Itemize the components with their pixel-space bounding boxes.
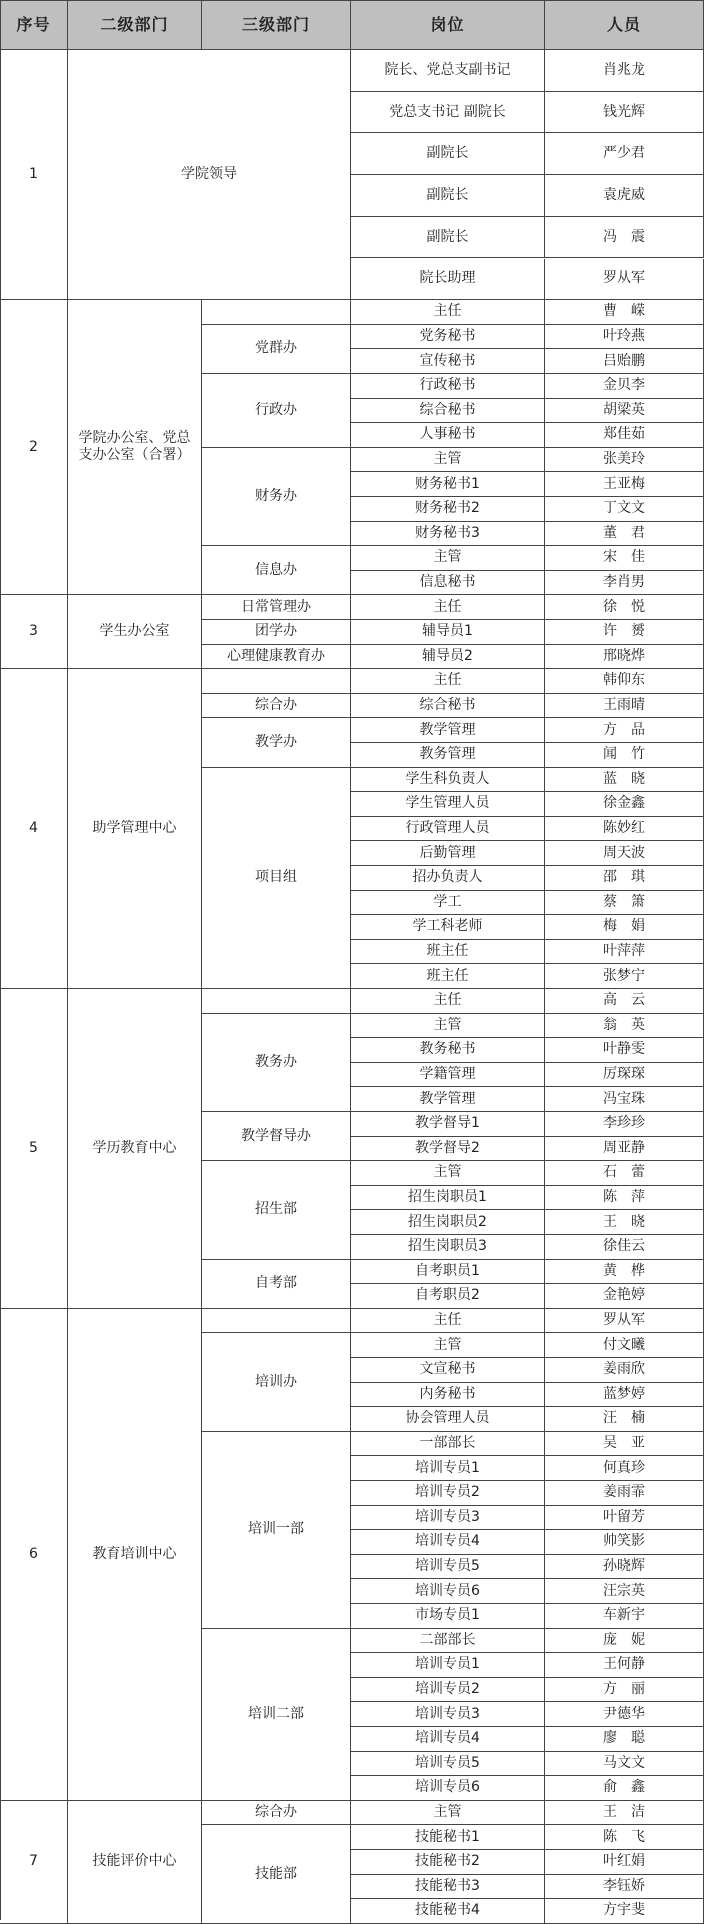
person-cell: 黄 桦 bbox=[545, 1260, 704, 1285]
header-cell: 序号 bbox=[0, 0, 68, 50]
post-cell: 教学管理 bbox=[351, 1087, 545, 1112]
post-cell: 综合秘书 bbox=[351, 694, 545, 719]
person-cell: 姜雨欣 bbox=[545, 1358, 704, 1383]
post-cell: 二部部长 bbox=[351, 1629, 545, 1654]
post-cell: 培训专员4 bbox=[351, 1530, 545, 1555]
person-cell: 何真珍 bbox=[545, 1456, 704, 1481]
post-cell: 副院长 bbox=[351, 133, 545, 175]
post-cell: 主管 bbox=[351, 546, 545, 571]
person-cell: 庞 妮 bbox=[545, 1629, 704, 1654]
dept3-cell: 培训一部 bbox=[202, 1432, 351, 1629]
person-cell: 王何静 bbox=[545, 1653, 704, 1678]
person-cell: 袁虎威 bbox=[545, 175, 704, 217]
post-cell: 文宣秘书 bbox=[351, 1358, 545, 1383]
person-cell: 翁 英 bbox=[545, 1014, 704, 1039]
person-cell: 冯宝珠 bbox=[545, 1087, 704, 1112]
person-cell: 俞 鑫 bbox=[545, 1776, 704, 1801]
person-cell: 叶红娟 bbox=[545, 1850, 704, 1875]
dept2-cell: 助学管理中心 bbox=[68, 669, 202, 989]
header-cell: 岗位 bbox=[351, 0, 545, 50]
post-cell: 主管 bbox=[351, 1161, 545, 1186]
post-cell: 党务秘书 bbox=[351, 325, 545, 350]
dept3-cell: 自考部 bbox=[202, 1260, 351, 1309]
post-cell: 主任 bbox=[351, 669, 545, 694]
person-cell: 王 晓 bbox=[545, 1210, 704, 1235]
post-cell: 院长助理 bbox=[351, 259, 545, 301]
post-cell: 技能秘书3 bbox=[351, 1875, 545, 1900]
person-cell: 李肖男 bbox=[545, 571, 704, 596]
post-cell: 培训专员6 bbox=[351, 1579, 545, 1604]
post-cell: 学籍管理 bbox=[351, 1063, 545, 1088]
post-cell: 主管 bbox=[351, 1014, 545, 1039]
post-cell: 主任 bbox=[351, 1309, 545, 1334]
dept3-cell: 党群办 bbox=[202, 325, 351, 374]
post-cell: 招办负责人 bbox=[351, 866, 545, 891]
person-cell: 孙晓辉 bbox=[545, 1555, 704, 1580]
person-cell: 徐 悦 bbox=[545, 595, 704, 620]
post-cell: 招生岗职员1 bbox=[351, 1186, 545, 1211]
post-cell: 辅导员2 bbox=[351, 645, 545, 670]
post-cell: 协会管理人员 bbox=[351, 1407, 545, 1432]
person-cell: 车新宇 bbox=[545, 1604, 704, 1629]
post-cell: 自考职员2 bbox=[351, 1284, 545, 1309]
person-cell: 金艳婷 bbox=[545, 1284, 704, 1309]
person-cell: 石 蕾 bbox=[545, 1161, 704, 1186]
dept3-cell: 招生部 bbox=[202, 1161, 351, 1259]
post-cell: 主任 bbox=[351, 300, 545, 325]
post-cell: 培训专员5 bbox=[351, 1555, 545, 1580]
dept2-cell: 学生办公室 bbox=[68, 595, 202, 669]
dept2-cell: 学院领导 bbox=[68, 50, 351, 300]
dept3-cell: 教学办 bbox=[202, 718, 351, 767]
person-cell: 邢晓烨 bbox=[545, 645, 704, 670]
person-cell: 徐金鑫 bbox=[545, 792, 704, 817]
dept3-cell: 教学督导办 bbox=[202, 1112, 351, 1161]
group-number: 2 bbox=[0, 300, 68, 595]
dept3-cell: 日常管理办 bbox=[202, 595, 351, 620]
post-cell: 教学管理 bbox=[351, 718, 545, 743]
post-cell: 培训专员5 bbox=[351, 1752, 545, 1777]
dept2-cell: 学院办公室、党总支办公室（合署） bbox=[68, 300, 202, 595]
person-cell: 梅 娟 bbox=[545, 915, 704, 940]
person-cell: 叶留芳 bbox=[545, 1506, 704, 1531]
person-cell: 方宇斐 bbox=[545, 1899, 704, 1924]
dept3-cell: 财务办 bbox=[202, 448, 351, 546]
person-cell: 吴 亚 bbox=[545, 1432, 704, 1457]
post-cell: 宣传秘书 bbox=[351, 349, 545, 374]
post-cell: 主管 bbox=[351, 1333, 545, 1358]
post-cell: 技能秘书2 bbox=[351, 1850, 545, 1875]
person-cell: 曹 嵘 bbox=[545, 300, 704, 325]
person-cell: 张梦宁 bbox=[545, 964, 704, 989]
person-cell: 罗从军 bbox=[545, 259, 704, 301]
post-cell: 学工科老师 bbox=[351, 915, 545, 940]
person-cell: 郑佳茹 bbox=[545, 423, 704, 448]
person-cell: 帅笑影 bbox=[545, 1530, 704, 1555]
dept3-cell: 综合办 bbox=[202, 694, 351, 719]
post-cell: 一部部长 bbox=[351, 1432, 545, 1457]
dept3-cell: 培训二部 bbox=[202, 1629, 351, 1801]
post-cell: 信息秘书 bbox=[351, 571, 545, 596]
person-cell: 吕贻鹏 bbox=[545, 349, 704, 374]
dept3-cell bbox=[202, 300, 351, 325]
post-cell: 学工 bbox=[351, 891, 545, 916]
person-cell: 叶玲燕 bbox=[545, 325, 704, 350]
group-number: 3 bbox=[0, 595, 68, 669]
person-cell: 蔡 箫 bbox=[545, 891, 704, 916]
person-cell: 韩仰东 bbox=[545, 669, 704, 694]
person-cell: 胡梁英 bbox=[545, 399, 704, 424]
post-cell: 教学督导1 bbox=[351, 1112, 545, 1137]
dept3-cell: 团学办 bbox=[202, 620, 351, 645]
post-cell: 主管 bbox=[351, 448, 545, 473]
post-cell: 综合秘书 bbox=[351, 399, 545, 424]
person-cell: 闻 竹 bbox=[545, 743, 704, 768]
person-cell: 陈 飞 bbox=[545, 1825, 704, 1850]
person-cell: 汪 楠 bbox=[545, 1407, 704, 1432]
post-cell: 培训专员4 bbox=[351, 1727, 545, 1752]
person-cell: 周天波 bbox=[545, 841, 704, 866]
post-cell: 培训专员2 bbox=[351, 1678, 545, 1703]
header-cell: 三级部门 bbox=[202, 0, 351, 50]
person-cell: 张美玲 bbox=[545, 448, 704, 473]
dept2-cell: 学历教育中心 bbox=[68, 989, 202, 1309]
person-cell: 钱光辉 bbox=[545, 92, 704, 134]
group-number: 1 bbox=[0, 50, 68, 300]
person-cell: 王雨晴 bbox=[545, 694, 704, 719]
post-cell: 培训专员2 bbox=[351, 1481, 545, 1506]
group-number: 6 bbox=[0, 1309, 68, 1801]
dept2-cell: 教育培训中心 bbox=[68, 1309, 202, 1801]
post-cell: 主管 bbox=[351, 1801, 545, 1826]
post-cell: 教务秘书 bbox=[351, 1038, 545, 1063]
post-cell: 班主任 bbox=[351, 964, 545, 989]
post-cell: 行政管理人员 bbox=[351, 817, 545, 842]
person-cell: 徐佳云 bbox=[545, 1235, 704, 1260]
dept3-cell: 培训办 bbox=[202, 1333, 351, 1431]
post-cell: 技能秘书4 bbox=[351, 1899, 545, 1924]
person-cell: 蓝梦婷 bbox=[545, 1383, 704, 1408]
person-cell: 陈妙红 bbox=[545, 817, 704, 842]
post-cell: 人事秘书 bbox=[351, 423, 545, 448]
person-cell: 李钰娇 bbox=[545, 1875, 704, 1900]
person-cell: 董 君 bbox=[545, 522, 704, 547]
person-cell: 许 赟 bbox=[545, 620, 704, 645]
group-number: 4 bbox=[0, 669, 68, 989]
dept3-cell: 教务办 bbox=[202, 1014, 351, 1112]
post-cell: 副院长 bbox=[351, 217, 545, 259]
person-cell: 邵 琪 bbox=[545, 866, 704, 891]
dept3-cell bbox=[202, 669, 351, 694]
post-cell: 辅导员1 bbox=[351, 620, 545, 645]
post-cell: 技能秘书1 bbox=[351, 1825, 545, 1850]
post-cell: 招生岗职员3 bbox=[351, 1235, 545, 1260]
post-cell: 财务秘书2 bbox=[351, 497, 545, 522]
post-cell: 学生管理人员 bbox=[351, 792, 545, 817]
dept3-cell: 心理健康教育办 bbox=[202, 645, 351, 670]
person-cell: 李珍珍 bbox=[545, 1112, 704, 1137]
dept3-cell: 综合办 bbox=[202, 1801, 351, 1826]
person-cell: 周亚静 bbox=[545, 1137, 704, 1162]
dept3-cell: 信息办 bbox=[202, 546, 351, 595]
post-cell: 培训专员3 bbox=[351, 1702, 545, 1727]
dept3-cell bbox=[202, 989, 351, 1014]
person-cell: 陈 萍 bbox=[545, 1186, 704, 1211]
post-cell: 自考职员1 bbox=[351, 1260, 545, 1285]
post-cell: 内务秘书 bbox=[351, 1383, 545, 1408]
group-number: 5 bbox=[0, 989, 68, 1309]
person-cell: 尹德华 bbox=[545, 1702, 704, 1727]
header-cell: 人员 bbox=[545, 0, 704, 50]
dept2-cell: 技能评价中心 bbox=[68, 1801, 202, 1924]
person-cell: 马文文 bbox=[545, 1752, 704, 1777]
person-cell: 方 丽 bbox=[545, 1678, 704, 1703]
post-cell: 院长、党总支副书记 bbox=[351, 50, 545, 92]
person-cell: 丁文文 bbox=[545, 497, 704, 522]
post-cell: 党总支书记 副院长 bbox=[351, 92, 545, 134]
person-cell: 罗从军 bbox=[545, 1309, 704, 1334]
post-cell: 招生岗职员2 bbox=[351, 1210, 545, 1235]
post-cell: 市场专员1 bbox=[351, 1604, 545, 1629]
post-cell: 副院长 bbox=[351, 175, 545, 217]
post-cell: 财务秘书3 bbox=[351, 522, 545, 547]
post-cell: 培训专员6 bbox=[351, 1776, 545, 1801]
person-cell: 蓝 晓 bbox=[545, 768, 704, 793]
person-cell: 叶萍萍 bbox=[545, 940, 704, 965]
post-cell: 教学督导2 bbox=[351, 1137, 545, 1162]
post-cell: 后勤管理 bbox=[351, 841, 545, 866]
person-cell: 付文曦 bbox=[545, 1333, 704, 1358]
dept3-cell bbox=[202, 1309, 351, 1334]
person-cell: 高 云 bbox=[545, 989, 704, 1014]
group-number: 7 bbox=[0, 1801, 68, 1924]
post-cell: 培训专员1 bbox=[351, 1653, 545, 1678]
dept3-cell: 技能部 bbox=[202, 1825, 351, 1923]
person-cell: 厉琛琛 bbox=[545, 1063, 704, 1088]
post-cell: 主任 bbox=[351, 989, 545, 1014]
person-cell: 金贝李 bbox=[545, 374, 704, 399]
post-cell: 财务秘书1 bbox=[351, 472, 545, 497]
person-cell: 冯 震 bbox=[545, 217, 704, 259]
post-cell: 学生科负责人 bbox=[351, 768, 545, 793]
person-cell: 宋 佳 bbox=[545, 546, 704, 571]
dept3-cell: 项目组 bbox=[202, 768, 351, 989]
post-cell: 班主任 bbox=[351, 940, 545, 965]
person-cell: 严少君 bbox=[545, 133, 704, 175]
person-cell: 汪宗英 bbox=[545, 1579, 704, 1604]
post-cell: 培训专员3 bbox=[351, 1506, 545, 1531]
person-cell: 王 洁 bbox=[545, 1801, 704, 1826]
person-cell: 王亚梅 bbox=[545, 472, 704, 497]
person-cell: 方 品 bbox=[545, 718, 704, 743]
post-cell: 主任 bbox=[351, 595, 545, 620]
post-cell: 教务管理 bbox=[351, 743, 545, 768]
post-cell: 培训专员1 bbox=[351, 1456, 545, 1481]
person-cell: 廖 聪 bbox=[545, 1727, 704, 1752]
person-cell: 肖兆龙 bbox=[545, 50, 704, 92]
person-cell: 叶静雯 bbox=[545, 1038, 704, 1063]
header-cell: 二级部门 bbox=[68, 0, 202, 50]
person-cell: 姜雨霏 bbox=[545, 1481, 704, 1506]
post-cell: 行政秘书 bbox=[351, 374, 545, 399]
dept3-cell: 行政办 bbox=[202, 374, 351, 448]
